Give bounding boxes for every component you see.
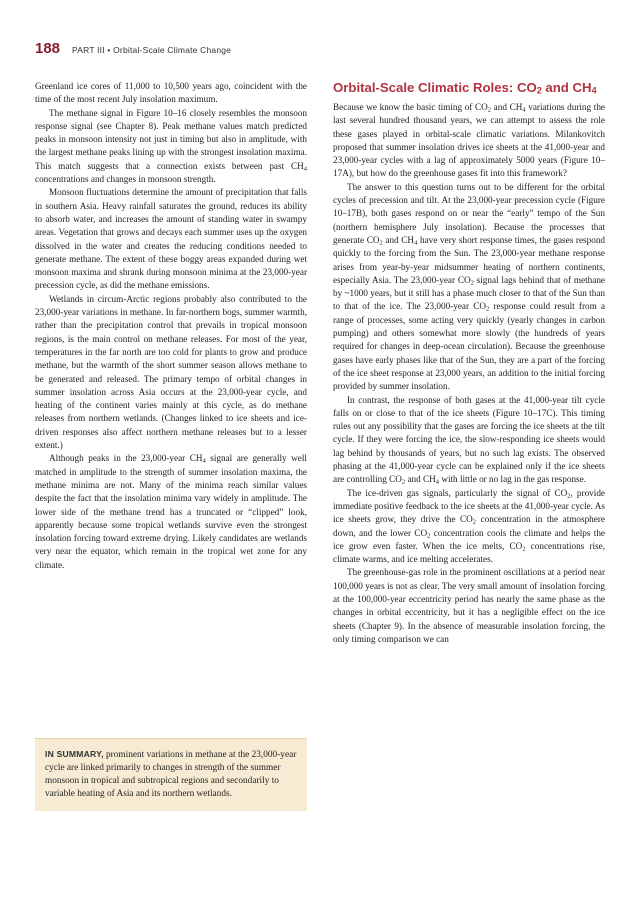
paragraph: The ice-driven gas signals, particularly the signal of $CO_2$, provide immediate positive feedback to the ice sheets at the 41,000-year cycle. As ice sheets grow, they drive the $CO_2$ concentration in the atmosphere down, and the lower $CO_2$ concentration cools the climate and helps the ice grow even faster. When the ice melts, $CO_2$ concentrations rise, climate warms, and ice melting accelerates. [333,487,605,565]
paragraph: The answer to this question turns out to be different for the orbital cycles of precession and tilt. At the 23,000-year precession cycle (Figure 10–17B), both gases respond on or near the “early” tempo of the Sun (northern hemisphere July insolation). Because the processes that generate $CO_2$ and $CH_4$ have very short response times, the gases respond quickly to the forcing from the Sun. The 23,000-year methane response arises from year-by-year midsummer heating of northern continents, especially Asia. The 23,000-year $CO_2$ signal lags behind that of methane by ~1000 years, but it still has a phase much closer to that of the Sun than to that of the ice. The 23,000-year $CO_2$ response could result from a range of processes, some acting very quickly (yearly changes in carbon pumping) and others somewhat more slowly (the hundreds of years required for changes in deep-ocean circulation). Because the greenhouse gases have early phases like that of the Sun, they are a part of the forcing of the ice sheet response at 23,000 years, an addition to the initial forcing provided by summer insolation. [333,181,606,392]
paragraph: Although peaks in the 23,000-year $CH_4$ signal are generally well matched in amplitude to the strength of summer insolation maxima, the methane minima are not. Many of the minima reach similar values despite the fact that the insolation minima vary widely in amplitude. The lower side of the methane trend has a truncated or “clipped” look, apparently because some tropical wetlands survive even the strongest insolation forcing toward extreme drying. Likely candidates are wetlands very near the equator, which remain in the tropical wet zone for any climate. [35,453,307,570]
paragraph: Wetlands in circum-Arctic regions probably also contributed to the 23,000-year variations in methane. In far-northern bogs, summer warmth, rather than the precipitation control that prevails in tropical monsoon regions, is the main control on methane releases. For most of the year, temperatures in the far north are too cold for plants to grow and produce methane, but the warmth of the short summer season allows methane to be generated and released. The primary tempo of orbital changes in summer insolation across Asia occurs at the 23,000-year cycle, and heating of the continent varies mainly at this cycle, as do methane releases from northern wetlands. (Changes linked to ice sheets and ice-driven responses also affect northern methane releases but to a lesser extent.) [35,293,307,451]
summary-box [35,738,307,811]
section-title: Orbital-Scale Climatic Roles: $CO_2$ and $CH_4$ [333,80,597,96]
paragraph: Because we know the basic timing of $CO_2$ and $CH_4$ variations during the last several hundred thousand years, we can attempt to assess the role these gases played in orbital-scale climatic variations. Milankovitch proposed that summer insolation drives ice sheets at the 41,000-year and 23,000-year cycles with a lag of approximately 5000 years (Figure 10–17A), but how do the greenhouse gases fit into this framework? [333,102,605,179]
left-column [35,80,307,572]
page-header [35,40,231,57]
right-column [333,80,605,646]
paragraph: Monsoon fluctuations determine the amount of precipitation that falls in southern Asia. Heavy rainfall saturates the ground, reduces its ability to absorb water, and increases the amount of standing water in swampy areas. Vegetation that grows and decays each summer uses up the oxygen dissolved in the water and creates the reducing conditions needed to generate methane. The extent of these boggy areas expanded during wet monsoon maxima and shrank during monsoon minima at the 23,000-year precession cycle, as did the methane emissions. [35,187,307,291]
page-number: 188 [35,40,61,57]
paragraph: The methane signal in Figure 10–16 closely resembles the monsoon response signal (see Chapter 8). Peak methane values match predicted peaks in monsoon intensity not just in timing but also in amplitude, with the largest methane peaks lining up with the strongest insolation maxima. This match suggests that a connection exists between past $CH_4$ concentrations and changes in monsoon strength. [35,107,307,185]
summary-lead: IN SUMMARY, [45,749,104,759]
paragraph: In contrast, the response of both gases at the 41,000-year tilt cycle falls on or close to that of the ice sheets (Figure 10–17C). This timing rules out any possibility that the gases are forcing the ice sheets at the tilt cycle. If they were forcing the ice, the slow-responding ice sheets would lag behind by thousands of years, but no such lag exists. The observed phasing at the 41,000-year cycle can be explained only if the ice sheets are controlling $CO_2$ and $CH_4$ with little or no lag in the gas response. [333,394,605,486]
running-head: PART III • Orbital-Scale Climate Change [72,45,232,55]
paragraph: The greenhouse-gas role in the prominent oscillations at a period near 100,000 years is not as clear. The very small amount of insolation forcing at the 100,000-year eccentricity period has nearly the same phase as the changes in orbital eccentricity, but it has a negligible effect on the ice sheets (Chapter 9). In the absence of measurable insolation forcing, the only timing comparison we can [333,567,605,644]
paragraph: Greenland ice cores of 11,000 to 10,500 years ago, coincident with the time of the most recent July insolation maximum. [35,81,307,105]
summary-text: prominent variations in methane at the 23,000-year cycle are linked primarily to changes in strength of the summer monsoon in tropical and subtropical regions and secondarily to variable heating of Asia and its northern wetlands. [45,750,297,799]
